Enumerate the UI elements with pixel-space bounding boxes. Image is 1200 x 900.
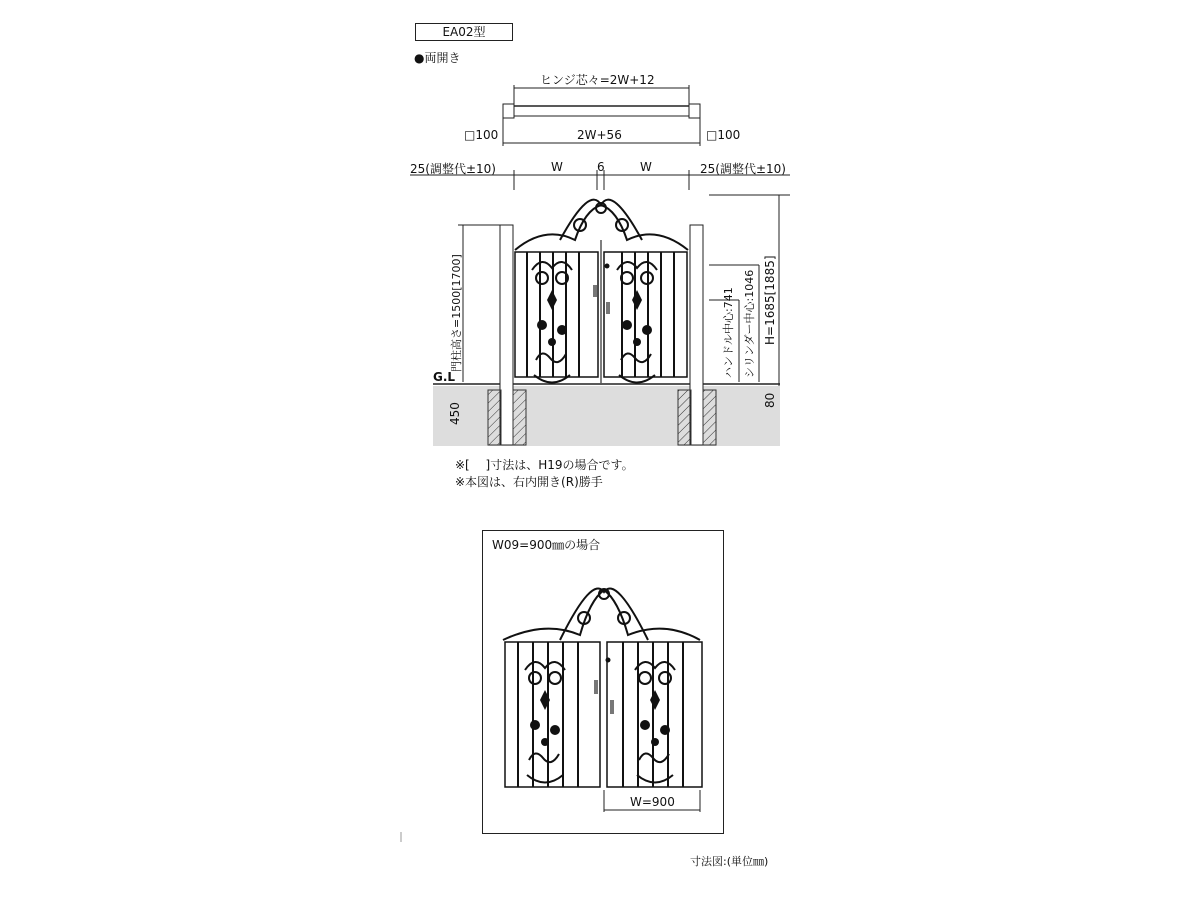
post-height-label: 門柱高さ=1500[1700] xyxy=(450,254,463,372)
model-tag: EA02型 xyxy=(415,23,513,41)
example-width-label: W=900 xyxy=(630,795,675,809)
note-handedness: ※本図は、右内開き(R)勝手 xyxy=(455,475,603,489)
embed-depth-label: 450 xyxy=(448,402,462,425)
adjust-right-label: 25(調整代±10) xyxy=(700,162,786,176)
gate-leaves xyxy=(515,200,688,385)
bottom-gap-label: 80 xyxy=(763,392,777,408)
post-left-label: □100 xyxy=(464,128,499,142)
example-title: W09=900㎜の場合 xyxy=(492,538,601,552)
note-dimension: ※[ ]寸法は、H19の場合です。 xyxy=(455,458,634,472)
gate-height-label: H=1685[1885] xyxy=(763,255,777,345)
gap-label: 6 xyxy=(597,160,605,174)
width-left-label: W xyxy=(551,160,563,174)
post-right-label: □100 xyxy=(706,128,741,142)
cylinder-center-label: シリンダー中心:1046 xyxy=(743,269,756,378)
hinge-pitch-label: ヒンジ芯々=2W+12 xyxy=(540,73,655,87)
example-frame xyxy=(482,530,724,834)
ground-section xyxy=(433,386,780,446)
handle-center-label: ハンドル中心:741 xyxy=(722,287,735,378)
open-type-label: ●両開き xyxy=(414,51,461,65)
width-right-label: W xyxy=(640,160,652,174)
unit-caption: 寸法図:(単位㎜) xyxy=(690,855,769,868)
adjust-left-label: 25(調整代±10) xyxy=(410,162,496,176)
ground-level-label: G.L xyxy=(433,370,456,384)
total-width-label: 2W+56 xyxy=(577,128,622,142)
